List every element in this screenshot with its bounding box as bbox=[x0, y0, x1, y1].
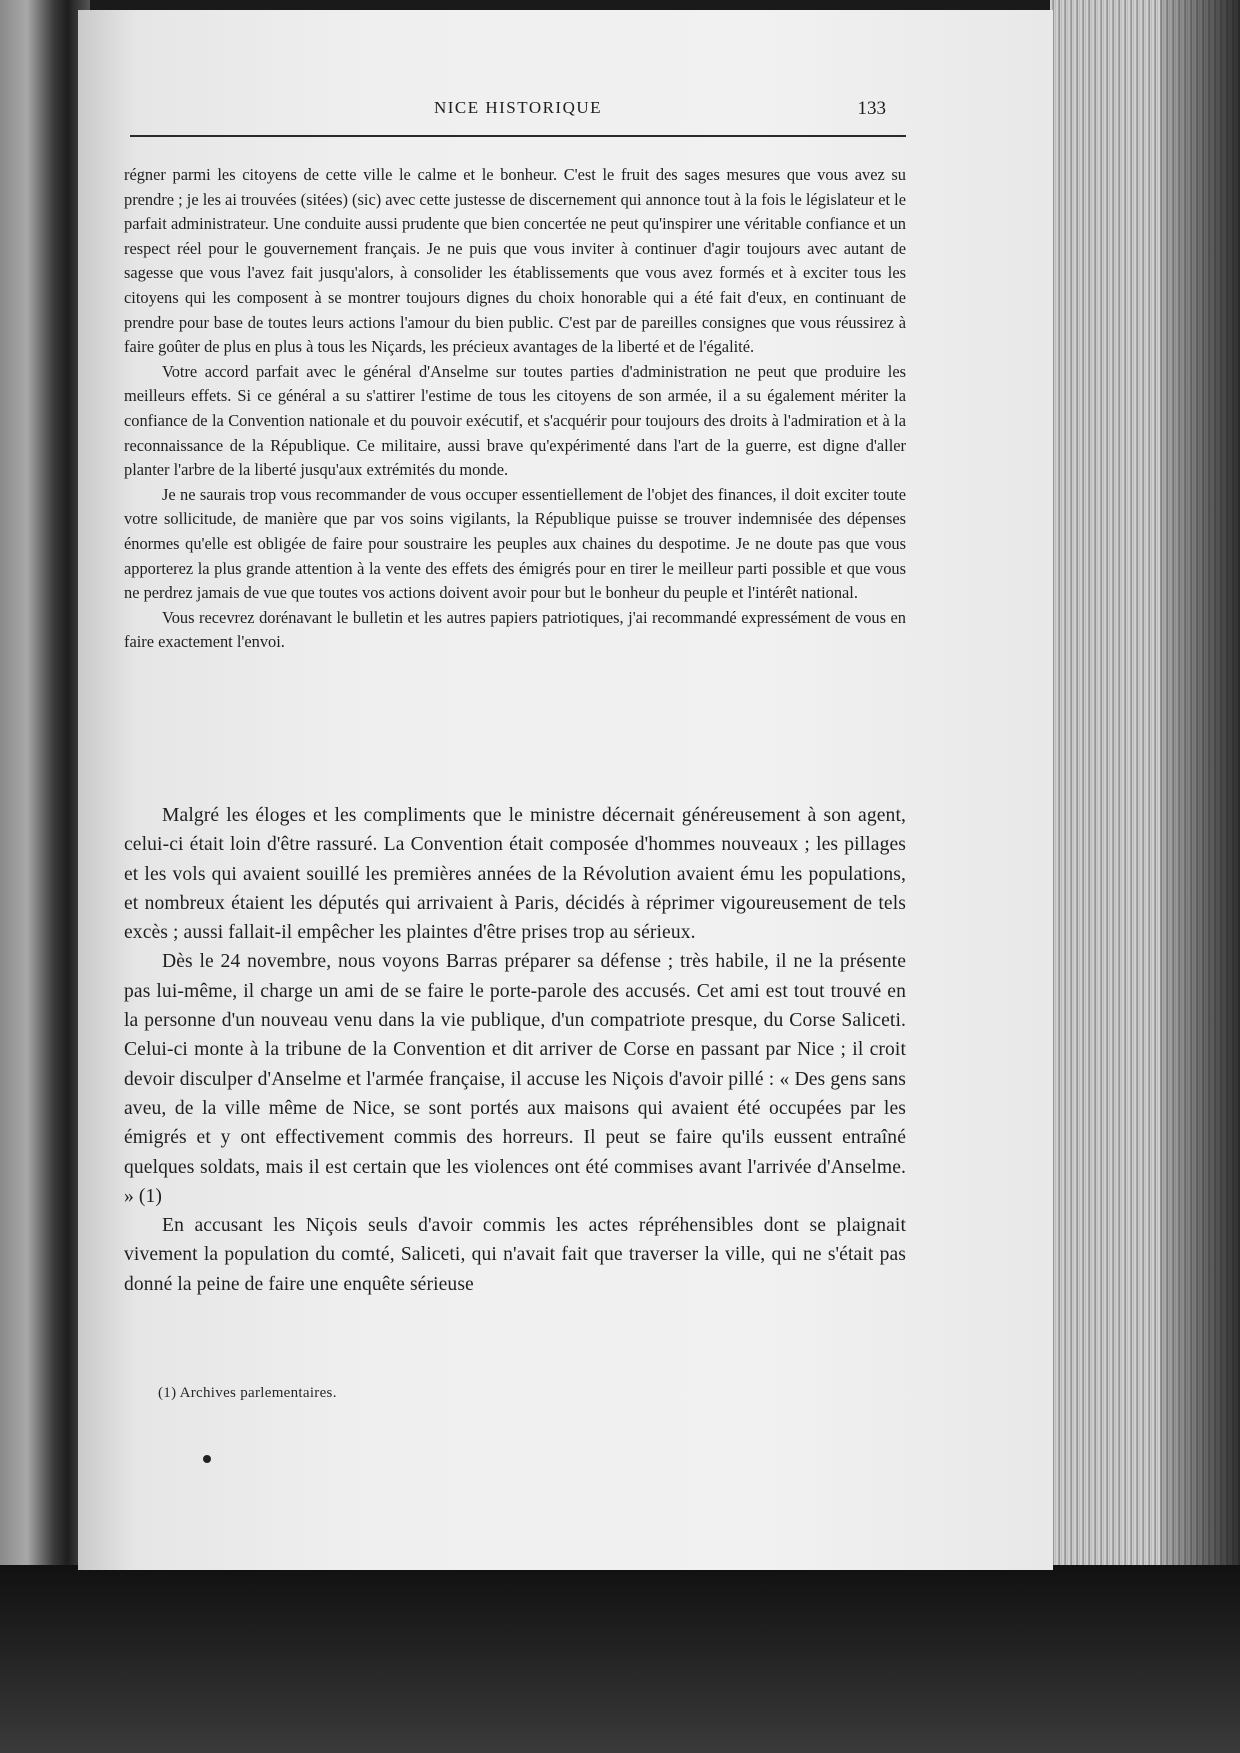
running-title: NICE HISTORIQUE bbox=[433, 98, 603, 117]
page-number: 133 bbox=[857, 98, 886, 119]
book-binding-shadow bbox=[0, 0, 90, 1570]
letter-paragraph: Je ne saurais trop vous recommander de vous occuper essentiellement de l'objet des finances, il doit exciter toute votre sollicitude, de manière que par vos soins vigilants, la République puisse se trouver indemnisée des dépenses énormes qu'elle est obligée de faire pour soustraire les peuples aux chaines du despotime. Je ne doute pas que vous apporterez la plus grande attention à la vente des effets des émigrés pour en tirer le meilleur parti possible et que vous ne perdrez jamais de vue que toutes vos actions doivent avoir pour but le bonheur du peuple et l'intérêt national. bbox=[124, 484, 906, 603]
main-text bbox=[124, 801, 906, 1299]
running-head bbox=[130, 96, 906, 126]
scan-background bbox=[0, 1565, 1240, 1753]
footnote: (1) Archives parlementaires. bbox=[158, 1385, 337, 1401]
quoted-letter bbox=[124, 163, 906, 655]
ink-dot bbox=[203, 1455, 211, 1463]
body-paragraph: Dès le 24 novembre, nous voyons Barras préparer sa défense ; très habile, il ne la présente pas lui-même, il charge un ami de se faire le porte-parole des accusés. Cet ami est tout trouvé en la personne d'un nouveau venu dans la vie publique, d'un compatriote presque, du Corse Saliceti. Celui-ci monte à la tribune de la Convention et dit arriver de Corse en passant par Nice ; il croit devoir disculper d'Anselme et l'armée française, il accuse les Niçois d'avoir pillé : « Des gens sans aveu, de la ville même de Nice, se sont portés aux maisons qui avaient été occupées par les émigrés et y ont effectivement commis des horreurs. Il peut se faire qu'ils eussent entraîné quelques soldats, mais il est certain que les violences ont été commises avant l'arrivée d'Anselme. » (1) bbox=[124, 951, 906, 1207]
body-paragraph: Malgré les éloges et les compliments que le ministre décernait généreusement à son agent, celui-ci était loin d'être rassuré. La Convention était composée d'hommes nouveaux ; les pillages et les vols qui avaient souillé les premières années de la Révolution avaient ému les populations, et nombreux étaient les députés qui arrivaient à Paris, décidés à réprimer vigoureusement de tels excès ; aussi fallait-il empêcher les plaintes d'être prises trop au sérieux. bbox=[124, 805, 906, 944]
letter-paragraph: régner parmi les citoyens de cette ville le calme et le bonheur. C'est le fruit des sages mesures que vous avez su prendre ; je les ai trouvées (sitées) (sic) avec cette justesse de discernement qui annonce tout à la fois le législateur et le parfait administrateur. Une conduite aussi prudente que bien concertée ne peut qu'inspirer une véritable confiance et un respect réel pour le gouvernement français. Je ne puis que vous inviter à continuer d'agir toujours avec autant de sagesse que vous l'avez fait jusqu'alors, à consolider les établissements que vous avez formés et à exciter tous les citoyens qui les composent à se montrer toujours dignes du choix honorable qui a été fait d'eux, en continuant de prendre pour base de toutes leurs actions l'amour du bien public. C'est par de pareilles consignes que vous réussirez à faire goûter de plus en plus à tous les Niçards, les précieux avantages de la liberté et de l'égalité. bbox=[124, 165, 906, 357]
letter-paragraph: Votre accord parfait avec le général d'Anselme sur toutes parties d'administration ne peut que produire les meilleurs effets. Si ce général a su s'attirer l'estime de tous les citoyens de son armée, il a su également mériter la confiance de la Convention nationale et du pouvoir exécutif, et s'acquérir pour toujours des droits à l'admiration et à la reconnaissance de la République. Ce militaire, aussi brave qu'expérimenté dans l'art de la guerre, est digne d'aller planter l'arbre de la liberté jusqu'aux extrémités du monde. bbox=[124, 361, 906, 480]
body-paragraph: En accusant les Niçois seuls d'avoir commis les actes répréhensibles dont se plaignait vivement la population du comté, Saliceti, qui n'avait fait que traverser la ville, qui ne s'était pas donné la peine de faire une enquête sérieuse bbox=[124, 1215, 906, 1295]
header-rule bbox=[130, 135, 906, 137]
book-page-edges bbox=[1050, 0, 1240, 1570]
letter-paragraph: Vous recevrez dorénavant le bulletin et les autres papiers patriotiques, j'ai recommandé expressément de vous en faire exactement l'envoi. bbox=[124, 607, 906, 652]
